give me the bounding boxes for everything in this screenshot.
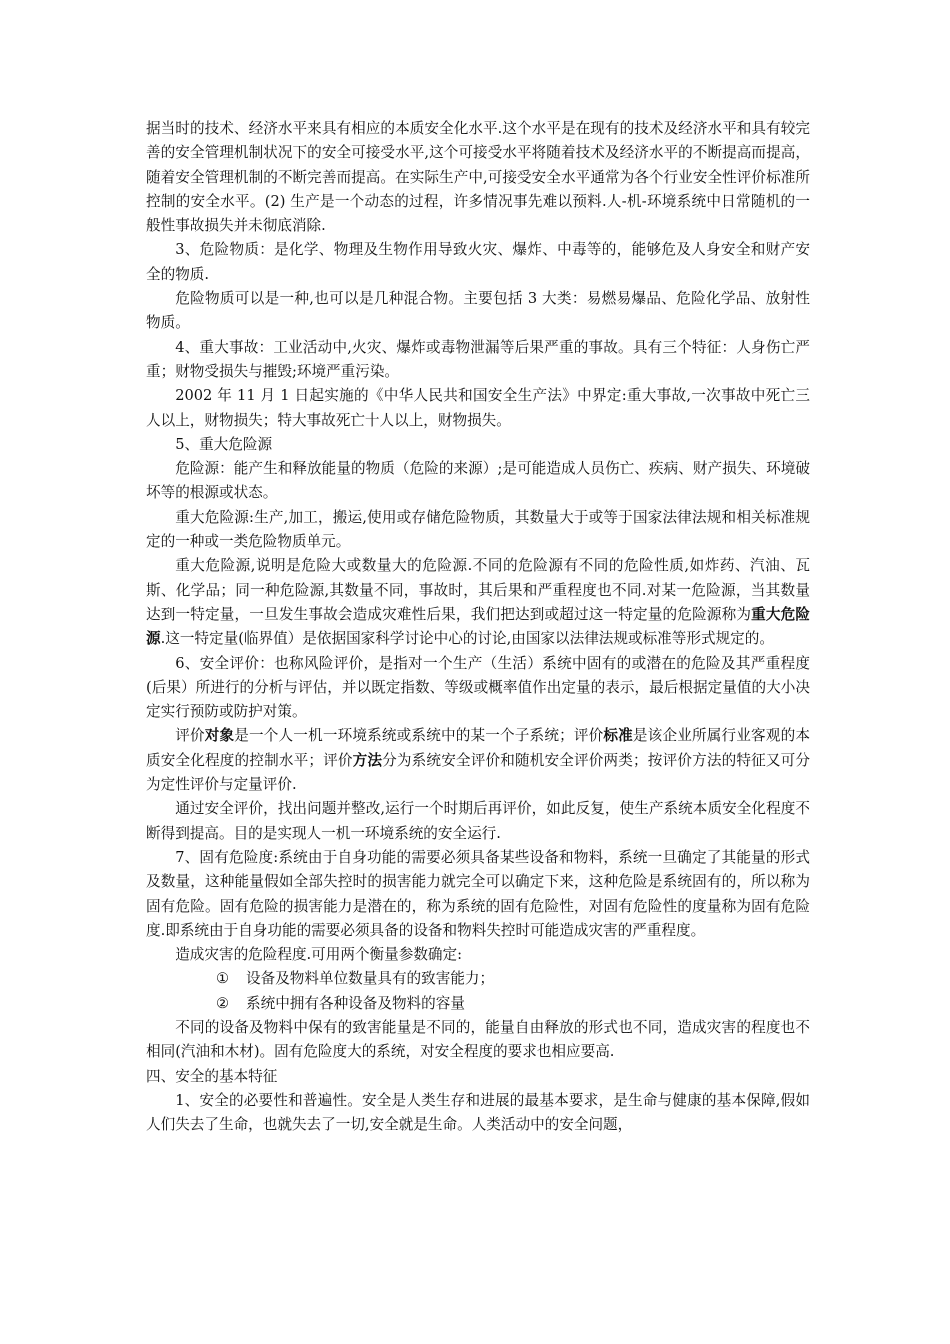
paragraph — [146, 457, 810, 506]
list-item — [146, 992, 810, 1016]
paragraph-text: 2002 年 11 月 1 日起实施的《中华人民共和国安全生产法》中界定:重大事故,一次事故中死亡三人以上，财物损失；特大事故死亡十人以上，财物损失。 — [146, 387, 810, 429]
bold-term: 方法 — [352, 751, 383, 769]
paragraph — [146, 433, 810, 457]
paragraph — [146, 846, 810, 943]
text-run: 分为系统安全评价和随机安全评价两类；按评价方法的特征又可分为定性评价与定量评价. — [146, 751, 810, 794]
paragraph-text: 通过安全评价，找出问题并整改,运行一个时期后再评价，如此反复，使生产系统本质安全化程度不断得到提高。目的是实现人一机一环境系统的安全运行. — [146, 800, 810, 842]
paragraph — [146, 1016, 810, 1065]
paragraph-text: 造成灾害的危险程度.可用两个衡量参数确定: — [175, 946, 463, 964]
text-run: 是一个人一机一环境系统或系统中的某一个子系统；评价 — [234, 727, 604, 745]
text-run: .这一特定量(临界值）是依据国家科学讨论中心的讨论,由国家以法律法规或标准等形式规定的。 — [160, 630, 774, 648]
paragraph — [146, 554, 810, 651]
bold-term: 标准 — [603, 727, 633, 745]
paragraph-text: 据当时的技术、经济水平来具有相应的本质安全化水平.这个水平是在现有的技术及经济水平和具有较完善的安全管理机制状况下的安全可接受水平,这个可接受水平将随着技术及经济水平的不断提高而提高，随着安全管理机制的不断完善而提高。在实际生产中,可接受安全水平通常为各个行业安全性评价标准所控制的安全水平。(2) 生产是一个动态的过程，许多情况事先难以预料.人-机-环境系统中日常随机的一般性事故损失并未彻底消除. — [146, 120, 810, 235]
paragraph-text: 四、安全的基本特征 — [146, 1067, 278, 1085]
text-run: 是该企业所属行业客观的本质安全化程度的控制水平；评价 — [146, 727, 810, 769]
paragraph-text: 4、重大事故：工业活动中,火灾、爆炸或毒物泄漏等后果严重的事故。具有三个特征：人身伤亡严重；财物受损失与摧毁;环境严重污染。 — [146, 338, 810, 380]
paragraph — [146, 724, 810, 797]
list-item — [146, 967, 810, 991]
list-marker: ① — [216, 970, 230, 988]
paragraph-text: 不同的设备及物料中保有的致害能量是不同的，能量自由释放的形式也不同，造成灾害的程度也不相同(汽油和木材)。固有危险度大的系统，对安全程度的要求也相应要高. — [146, 1018, 810, 1061]
document-body — [146, 117, 810, 1137]
paragraph — [146, 287, 810, 336]
paragraph-text: 危险物质可以是一种,也可以是几种混合物。主要包括 3 大类：易燃易爆品、危险化学品、放射性物质。 — [146, 290, 810, 332]
paragraph — [146, 943, 810, 967]
paragraph-text: 7、固有危险度:系统由于自身功能的需要必须具备某些设备和物料，系统一旦确定了其能量的形式及数量，这种能量假如全部失控时的损害能力就完全可以确定下来，这种危险是系统固有的，所以称为固有危险。固有危险的损害能力是潜在的，称为系统的固有危险性，对固有危险性的度量称为固有危险度.即系统由于自身功能的需要必须具备的设备和物料失控时可能造成灾害的严重程度。 — [146, 848, 810, 939]
paragraph-text: 3、危险物质：是化学、物理及生物作用导致火灾、爆炸、中毒等的，能够危及人身安全和财产安全的物质. — [146, 241, 810, 283]
paragraph — [146, 506, 810, 555]
paragraph — [146, 1089, 810, 1138]
paragraph — [146, 384, 810, 433]
paragraph-text: 1、安全的必要性和普遍性。安全是人类生存和进展的最基本要求，是生命与健康的基本保障,假如人们失去了生命，也就失去了一切,安全就是生命。人类活动中的安全问题， — [146, 1091, 810, 1134]
paragraph-text: 6、安全评价：也称风险评价，是指对一个生产（生活）系统中固有的或潜在的危险及其严重程度(后果）所进行的分析与评估，并以既定指数、等级或概率值作出定量的表示，最后根据定量值的大小决定实行预防或防护对策。 — [146, 654, 810, 721]
paragraph-text: 5、重大危险源 — [175, 435, 273, 453]
paragraph-text: 系统中拥有各种设备及物料的容量 — [246, 994, 465, 1012]
bold-term: 对象 — [204, 727, 235, 745]
paragraph-text: 重大危险源:生产,加工，搬运,使用或存储危险物质，其数量大于或等于国家法律法规和相关标准规定的一种或一类危险物质单元。 — [146, 508, 810, 551]
bold-term: 重大危险源 — [146, 605, 810, 648]
paragraph — [146, 336, 810, 385]
paragraph-text: 设备及物料单位数量具有的致害能力； — [246, 970, 495, 988]
list-marker: ② — [216, 994, 230, 1012]
paragraph — [146, 238, 810, 287]
paragraph — [146, 797, 810, 846]
paragraph — [146, 652, 810, 725]
paragraph — [146, 1065, 810, 1089]
paragraph-text: 危险源：能产生和释放能量的物质（危险的来源）;是可能造成人员伤亡、疾病、财产损失、环境破坏等的根源或状态。 — [146, 460, 810, 502]
paragraph — [146, 117, 810, 238]
text-run: 评价 — [175, 727, 205, 745]
text-run: 重大危险源,说明是危险大或数量大的危险源.不同的危险源有不同的危险性质,如炸药、汽油、瓦斯、化学品；同一种危险源,其数量不同，事故时，其后果和严重程度也不同.对某一危险源，当其数量达到一特定量，一旦发生事故会造成灾难性后果，我们把达到或超过这一特定量的危险源称为 — [146, 557, 810, 623]
